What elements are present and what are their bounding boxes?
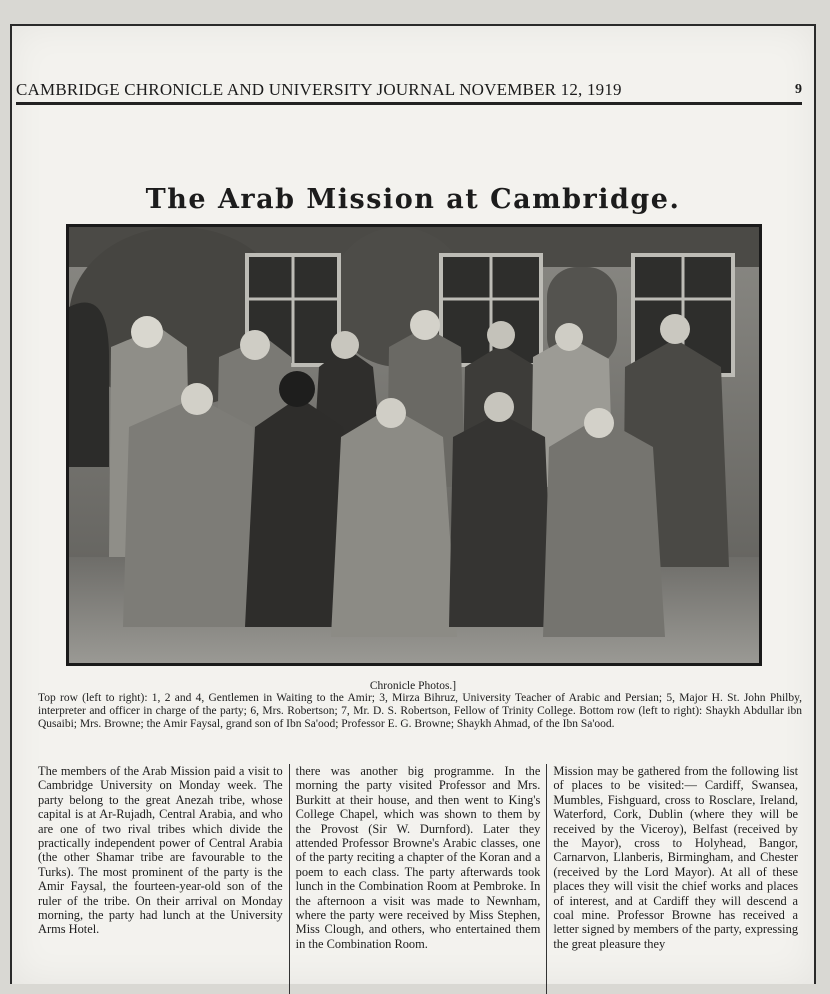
group-photograph [66,224,762,666]
photo-caption: Top row (left to right): 1, 2 and 4, Gentlemen in Waiting to the Amir; 3, Mirza Bihruz, University Teacher of Arabic and Persian; 5, Major H. St. John Philby, interpreter and officer in charge of the party; 6, Mrs. Robertson; 7, Mr. D. S. Robertson, Fellow of Trinity College. Bottom row (left to right): Shaykh Abdullar ibn Qusaibi; Mrs. Browne; the Amir Faysal, grand son of Ibn Sa'ood; Professor E. G. Browne; Shaykh Ahmad, of the Ibn Sa'ood. [38,692,802,730]
photo-credit: Chronicle Photos.] [369,680,457,692]
page-number: 9 [795,82,802,97]
article-columns [32,764,804,994]
article-column-3: Mission may be gathered from the following list of places to be visited:— Cardiff, Swansea, Mumbles, Fishguard, cross to Rosclare, Ireland, Waterford, Cork, Dublin (where they will be received by the Viceroy), Belfast (received by the Mayor), cross to Holyhead, Bangor, Carnarvon, Llanberis, Birmingham, and Chester (received by the Lord Mayor). At all of these places they will visit the chief works and places of interest, and at Cardiff they will descend a coal mine. Professor Browne has received a letter signed by members of the party, expressing the great pleasure they [546,764,804,994]
newspaper-page [10,24,816,984]
masthead [16,76,802,105]
article-column-1: The members of the Arab Mission paid a visit to Cambridge University on Monday week. The party belong to the great Anezah tribe, whose capital is at Ar-Rujadh, Central Arabia, and who are one of two rival tribes which divide the practically independent power of Central Arabia (the other Shamar tribe are favourable to the Turks). The most prominent of the party is the Amir Faysal, the fourteen-year-old son of the ruler of the tribe. On their arrival on Monday morning, the party had lunch at the University Arms Hotel. [38,764,283,937]
headline: The Arab Mission at Cambridge. [145,184,681,215]
photograph-image [69,227,759,663]
article-column-2: there was another big programme. In the morning the party visited Professor and Mrs. Burkitt at their house, and then went to King's College Chapel, which was shown to them by the Provost (Sir W. Durnford). Later they attended Professor Browne's Arabic classes, one of the party reciting a chapter of the Koran and a poem to each class. The party afterwards took lunch in the Combination Room at Pembroke. In the afternoon a visit was made to Newnham, where the party were received by Miss Stephen, Miss Clough, and others, who entertained them in the Combination Room. [289,764,547,994]
masthead-title: CAMBRIDGE CHRONICLE AND UNIVERSITY JOURNAL NOVEMBER 12, 1919 [16,80,622,99]
